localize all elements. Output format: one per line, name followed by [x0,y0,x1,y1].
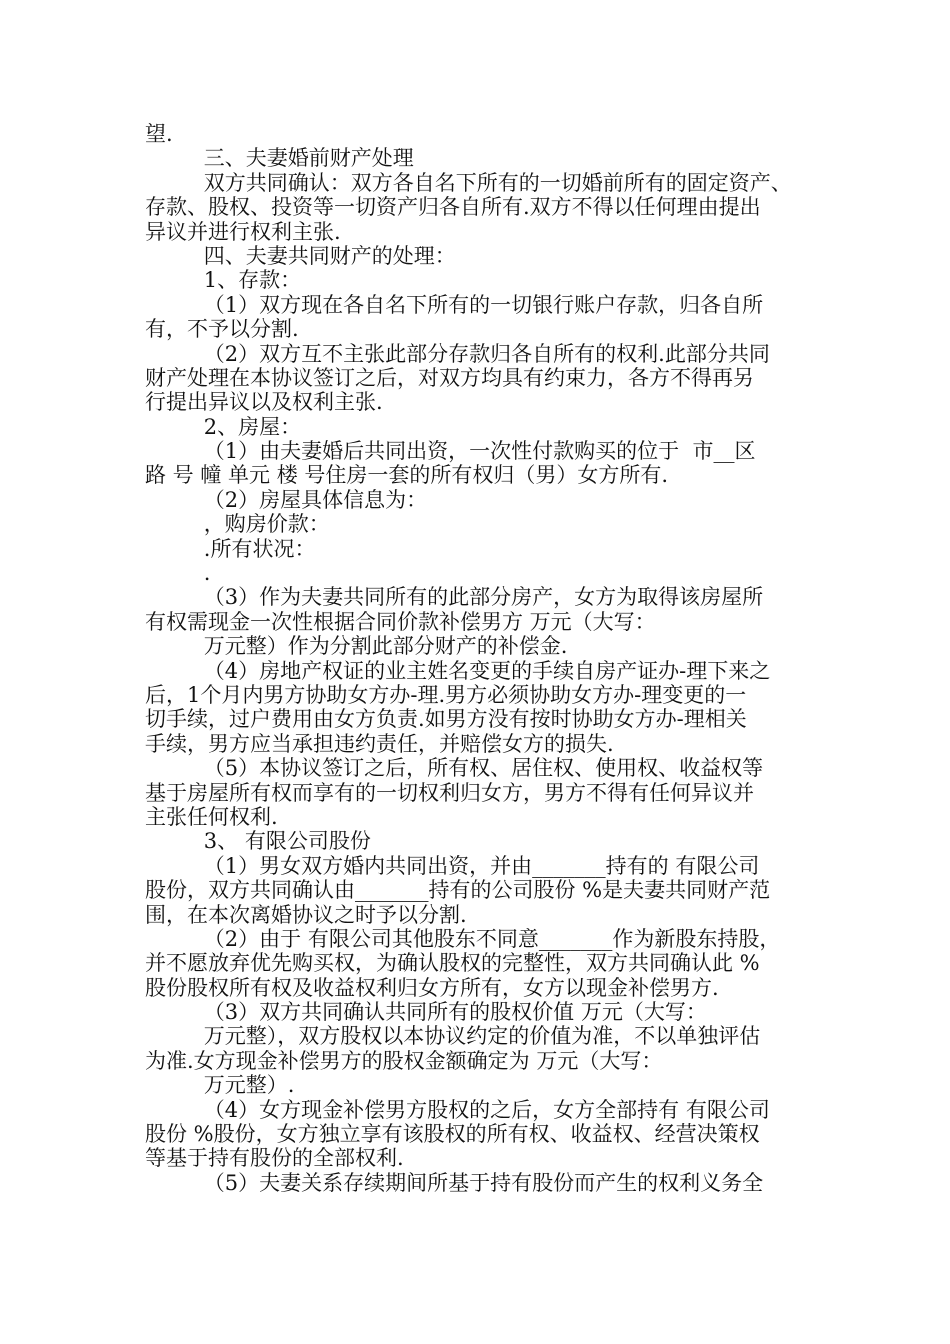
text-line: （5）本协议签订之后，所有权、居住权、使用权、收益权等 [203,756,764,781]
text-line: 有权需现金一次性根据合同价款补偿男方 万元（大写： [145,609,656,634]
text-line: ，购房价款： [203,512,330,537]
text-line: 存款、股权、投资等一切资产归各自所有.双方不得以任何理由提出 [145,195,761,220]
text-line: 股份 %股份，女方独立享有该股权的所有权、收益权、经营决策权 [145,1122,760,1147]
text-line: 主张任何权利. [145,804,278,829]
text-line: 手续，男方应当承担违约责任，并赔偿女方的损失. [145,731,614,756]
text-line: 双方共同确认：双方各自名下所有的一切婚前所有的固定资产、 [203,170,792,195]
text-line: 万元整），双方股权以本协议约定的价值为准，不以单独评估 [203,1024,761,1049]
text-line: 四、夫妻共同财产的处理： [203,243,456,268]
text-line: （5）夫妻关系存续期间所基于持有股份而产生的权利义务全 [203,1170,764,1195]
text-line: 并不愿放弃优先购买权，为确认股权的完整性，双方共同确认此 % [145,951,760,976]
text-line: 3、 有限公司股份 [203,829,371,854]
text-line: 路 号 幢 单元 楼 号住房一套的所有权归（男）女方所有. [145,463,669,488]
text-line: 万元整）作为分割此部分财产的补偿金. [203,634,568,659]
text-line: 财产处理在本协议签订之后，对双方均具有约束力，各方不得再另 [145,365,754,390]
text-line: （2）双方互不主张此部分存款归各自所有的权利.此部分共同 [203,341,770,366]
text-line: （2）由于 有限公司其他股东不同意_______作为新股东持股， [203,926,781,951]
text-line: 股份股权所有权及收益权利归女方所有，女方以现金补偿男方. [145,975,719,1000]
text-line: （1）男女双方婚内共同出资，并由_______持有的 有限公司 [203,853,760,878]
document-body [145,122,815,1195]
text-line: 为准.女方现金补偿男方的股权金额确定为 万元（大写： [145,1048,663,1073]
text-line: . [203,561,211,586]
text-line: 三、夫妻婚前财产处理 [203,146,414,171]
text-line: 围，在本次离婚协议之时予以分割. [145,902,467,927]
text-line: 异议并进行权利主张. [145,219,341,244]
text-line: 2、房屋： [203,414,302,439]
text-line: （1）由夫妻婚后共同出资，一次性付款购买的位于 市__区 [203,439,756,464]
text-line: 基于房屋所有权而享有的一切权利归女方，男方不得有任何异议并 [145,780,754,805]
text-line: 望. [145,122,173,146]
text-line: （3）作为夫妻共同所有的此部分房产，女方为取得该房屋所 [203,585,764,610]
text-line: （3）双方共同确认共同所有的股权价值 万元（大写： [203,1000,707,1025]
text-line: 股份，双方共同确认由_______持有的公司股份 %是夫妻共同财产范 [145,878,771,903]
text-line: 行提出异议以及权利主张. [145,390,383,415]
text-line: 有，不予以分割. [145,317,299,342]
text-line: （4）房地产权证的业主姓名变更的手续自房产证办-理下来之 [203,658,771,683]
text-line: （4）女方现金补偿男方股权的之后，女方全部持有 有限公司 [203,1097,770,1122]
text-line: .所有状况： [203,536,316,561]
text-line: 万元整）. [203,1073,295,1098]
text-line: 1、存款： [203,268,302,293]
text-line: 后，1个月内男方协助女方办-理.男方必须协助女方办-理变更的一 [145,682,747,707]
text-line: （1）双方现在各自名下所有的一切银行账户存款，归各自所 [203,292,764,317]
text-line: 等基于持有股份的全部权利. [145,1146,404,1171]
text-line: 切手续，过户费用由女方负责.如男方没有按时协助女方办-理相关 [145,707,747,732]
text-line: （2）房屋具体信息为： [203,487,428,512]
